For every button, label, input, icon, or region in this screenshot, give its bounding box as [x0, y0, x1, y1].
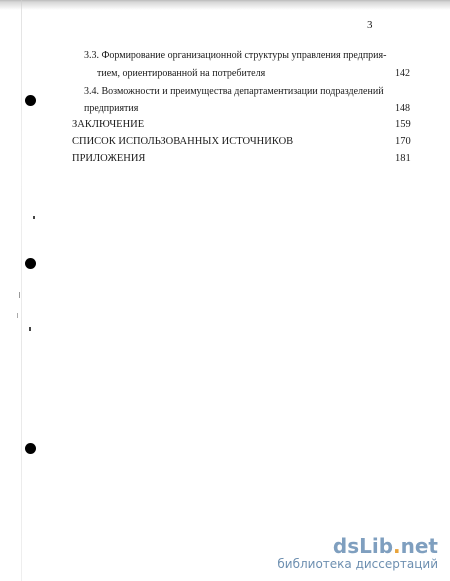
punch-hole-1: [25, 95, 36, 106]
scan-speck: [29, 327, 31, 331]
toc-references-page: 170: [395, 136, 411, 147]
toc-item-3-4-page: 148: [395, 103, 410, 114]
watermark-logo-dot: .: [393, 534, 401, 558]
toc-conclusion-label: ЗАКЛЮЧЕНИЕ: [72, 119, 145, 130]
scan-top-edge: [0, 0, 450, 10]
toc-item-3-3-line1: 3.3. Формирование организационной структуры управления предприя-: [84, 50, 387, 61]
scan-speck: [19, 292, 20, 298]
punch-hole-2: [25, 258, 36, 269]
toc-references-label: СПИСОК ИСПОЛЬЗОВАННЫХ ИСТОЧНИКОВ: [72, 136, 294, 147]
toc-item-3-3-line2: тием, ориентированной на потребителя: [97, 68, 266, 79]
watermark-logo-tld: net: [400, 534, 438, 558]
toc-conclusion-page: 159: [395, 119, 411, 130]
toc-appendices-page: 181: [395, 153, 411, 164]
scan-speck: [17, 313, 18, 318]
watermark-logo: [277, 535, 438, 557]
toc-item-3-4-line2: предприятия: [84, 103, 139, 114]
punch-hole-3: [25, 443, 36, 454]
watermark-logo-main: dsLib: [332, 534, 394, 558]
scan-fold-line: [21, 0, 22, 581]
toc-item-3-3-page: 142: [395, 68, 410, 79]
page-number: 3: [367, 19, 373, 31]
watermark: [277, 535, 438, 571]
toc-item-3-4-line1: 3.4. Возможности и преимущества департаментизации подразделений: [84, 86, 384, 97]
toc-appendices-label: ПРИЛОЖЕНИЯ: [72, 153, 146, 164]
scan-speck: [33, 216, 35, 219]
watermark-subtitle: библиотека диссертаций: [277, 557, 438, 571]
